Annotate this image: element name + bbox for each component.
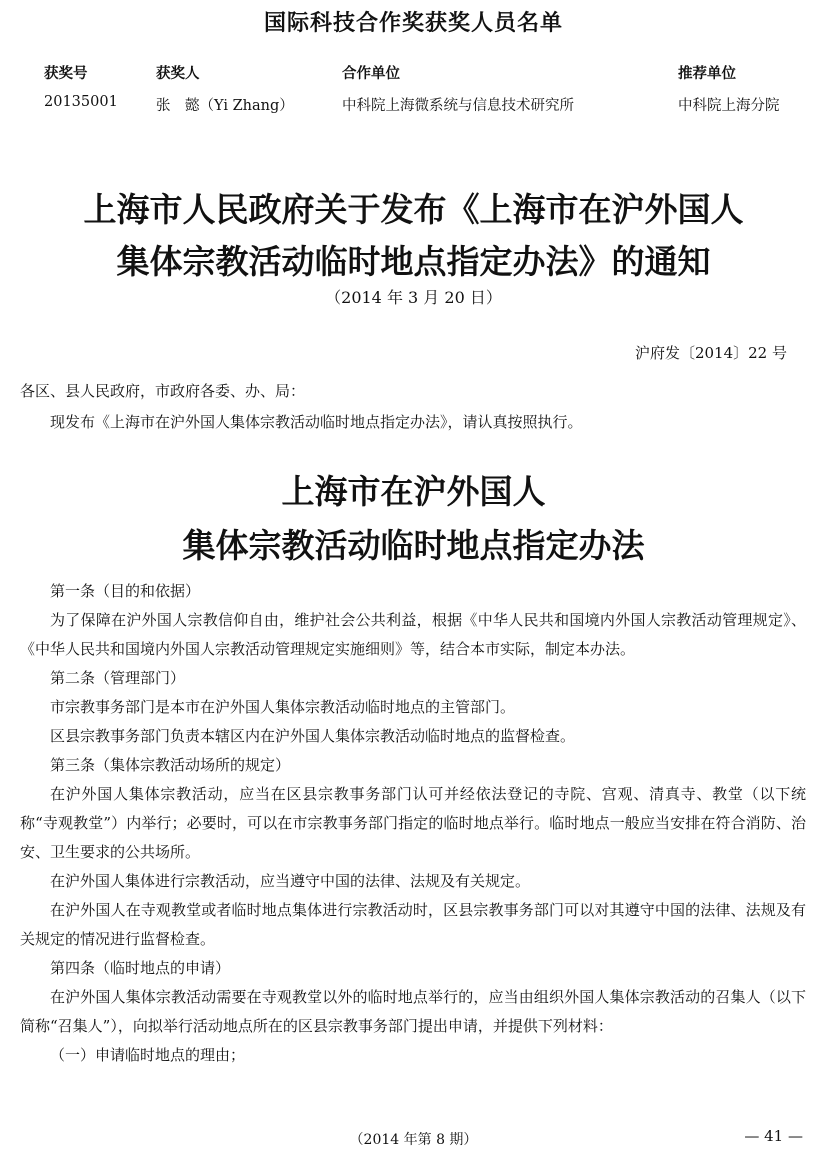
page-number: — 41 — — [744, 1127, 803, 1145]
notice-intro: 现发布《上海市在沪外国人集体宗教活动临时地点指定办法》，请认真按照执行。 — [50, 413, 583, 431]
article-4-heading: 第四条（临时地点的申请） — [50, 959, 231, 977]
article-3-para-3: 在沪外国人在寺观教堂或者临时地点集体进行宗教活动时，区县宗教事务部门可以对其遵守中国的法律、法规及有关规定的情况进行监督检查。 — [20, 901, 806, 948]
article-1-para-1: 为了保障在沪外国人宗教信仰自由，维护社会公共利益，根据《中华人民共和国境内外国人宗教活动管理规定》、《中华人民共和国境内外国人宗教活动管理规定实施细则》等，结合本市实际，制定本办法。 — [20, 611, 806, 658]
notice-title — [0, 184, 827, 288]
award-table-row — [44, 94, 814, 116]
article-4-para-2: （一）申请临时地点的理由； — [50, 1046, 246, 1064]
measure-title-line-1: 上海市在沪外国人 — [281, 472, 546, 511]
article-3-heading: 第三条（集体宗教活动场所的规定） — [50, 756, 291, 774]
header-award-number: 获奖号 — [44, 66, 88, 82]
issue-footer: （2014 年第 8 期） — [349, 1132, 478, 1148]
article-2-heading: 第二条（管理部门） — [50, 669, 186, 687]
notice-date: （2014 年 3 月 20 日） — [325, 288, 502, 307]
award-table-header — [44, 62, 814, 84]
header-awardee: 获奖人 — [156, 66, 200, 82]
cell-recommending-unit: 中科院上海分院 — [678, 98, 780, 114]
article-3-para-2: 在沪外国人集体进行宗教活动，应当遵守中国的法律、法规及有关规定。 — [50, 872, 531, 890]
measure-title-line-2: 集体宗教活动临时地点指定办法 — [182, 526, 645, 565]
measure-body — [20, 577, 806, 1070]
article-1-heading: 第一条（目的和依据） — [50, 582, 201, 600]
cell-award-number: 20135001 — [44, 94, 118, 110]
article-3-para-1: 在沪外国人集体宗教活动，应当在区县宗教事务部门认可并经依法登记的寺院、宫观、清真寺、教堂（以下统称“寺观教堂”）内举行；必要时，可以在市宗教事务部门指定的临时地点举行。临时地点一般应当安排在符合消防、治安、卫生要求的公共场所。 — [20, 785, 806, 861]
cell-partner-unit: 中科院上海微系统与信息技术研究所 — [342, 98, 574, 114]
article-2-para-1: 市宗教事务部门是本市在沪外国人集体宗教活动临时地点的主管部门。 — [50, 698, 516, 716]
notice-title-line-1: 上海市人民政府关于发布《上海市在沪外国人 — [83, 190, 744, 229]
document-number: 沪府发〔2014〕22 号 — [634, 344, 787, 362]
article-4-para-1: 在沪外国人集体宗教活动需要在寺观教堂以外的临时地点举行的，应当由组织外国人集体宗教活动的召集人（以下简称“召集人”），向拟举行活动地点所在的区县宗教事务部门提出申请，并提供下列材料： — [20, 988, 806, 1035]
cell-awardee: 张 懿（Yi Zhang） — [156, 98, 294, 114]
notice-title-line-2: 集体宗教活动临时地点指定办法》的通知 — [116, 242, 711, 281]
article-2-para-2: 区县宗教事务部门负责本辖区内在沪外国人集体宗教活动临时地点的监督检查。 — [50, 727, 576, 745]
header-recommending-unit: 推荐单位 — [678, 66, 736, 82]
award-list-title: 国际科技合作奖获奖人员名单 — [263, 11, 563, 36]
header-partner-unit: 合作单位 — [342, 66, 400, 82]
addressee: 各区、县人民政府，市政府各委、办、局： — [20, 382, 306, 400]
measure-title — [0, 465, 827, 573]
